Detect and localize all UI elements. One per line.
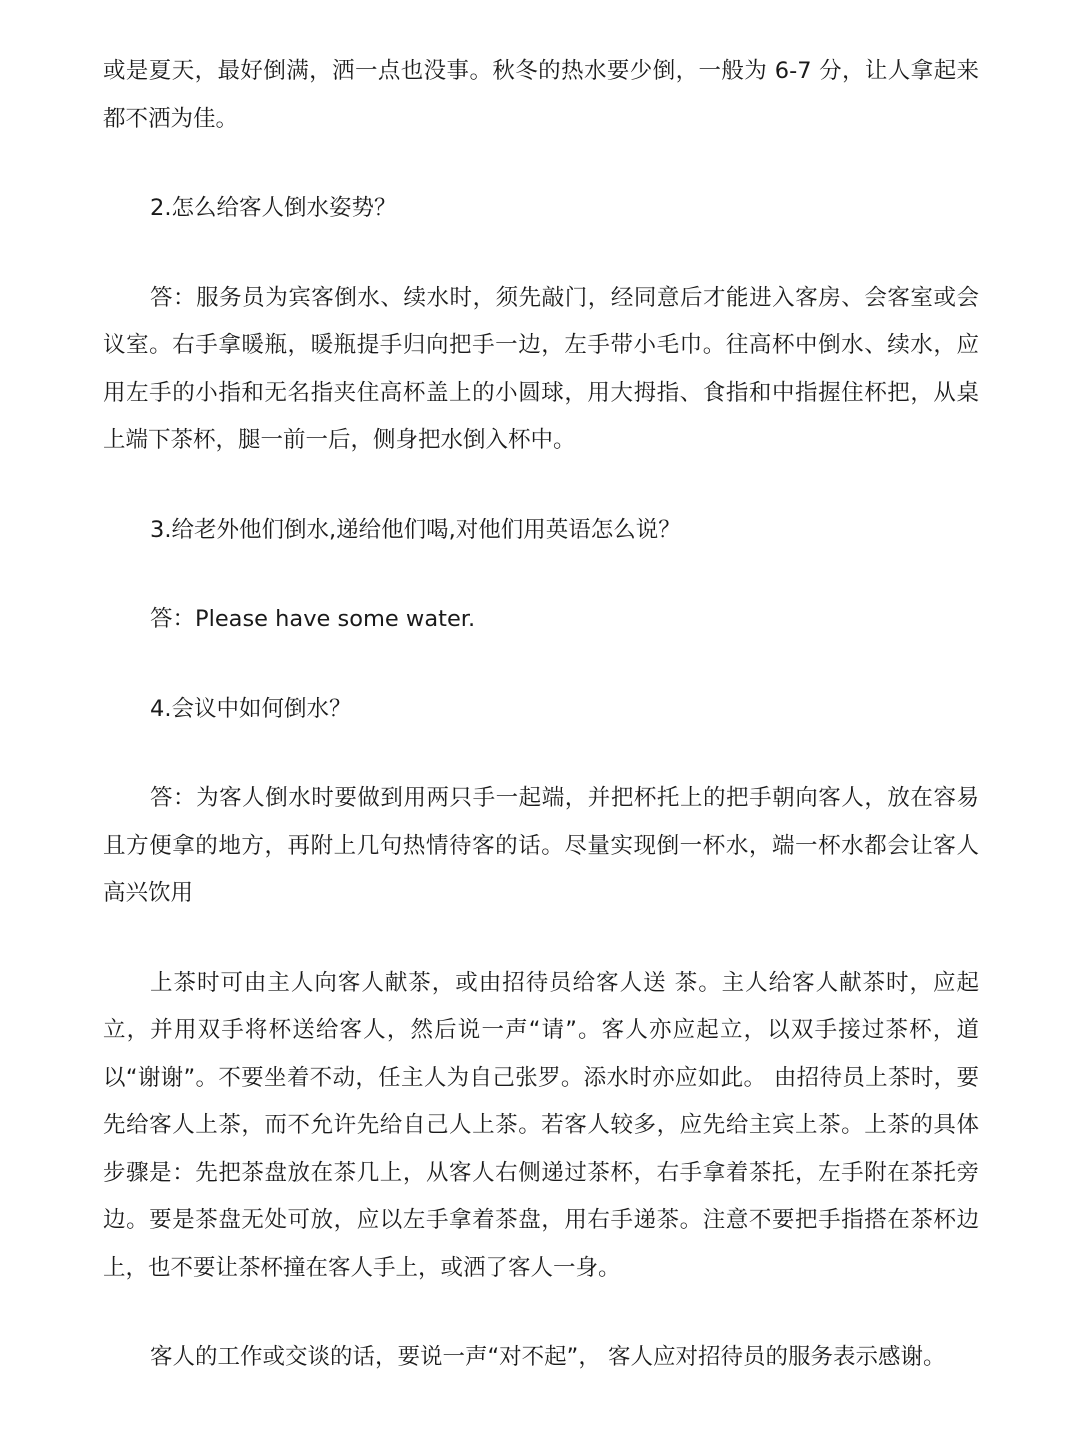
paragraph-serving-tea: 上茶时可由主人向客人献茶，或由招待员给客人送 茶。主人给客人献茶时，应起立，并用双手将杯送给客人，然后说一声“请”。客人亦应起立，以双手接过茶杯，道以“谢谢”。不要坐着不动，任主人为自己张罗。添水时亦应如此。 由招待员上茶时，要先给客人上茶，而不允许先给自己人上茶。若客人较多，应先给主宾上茶。上茶的具体步骤是：先把茶盘放在茶几上，从客人右侧递过茶杯，右手拿着茶托，左手附在茶托旁边。要是茶盘无处可放，应以左手拿着茶盘，用右手递茶。注意不要把手指搭在茶杯边上，也不要让茶杯撞在客人手上，或洒了客人一身。 [103,969,979,1281]
answer-3: 答：Please have some water. [150,606,476,632]
paragraph-apology: 客人的工作或交谈的话，要说一声“对不起”， 客人应对招待员的服务表示感谢。 [150,1344,946,1370]
question-2: 2.怎么给客人倒水姿势？ [150,195,397,221]
answer-2: 答：服务员为宾客倒水、续水时，须先敲门，经同意后才能进入客房、会客室或会议室。右手拿暖瓶，暖瓶提手归向把手一边，左手带小毛巾。往高杯中倒水、续水，应用左手的小指和无名指夹住高杯盖上的小圆球，用大拇指、食指和中指握住杯把，从桌上端下茶杯，腿一前一后，侧身把水倒入杯中。 [103,284,979,453]
question-4: 4.会议中如何倒水？ [150,695,352,722]
question-3: 3.给老外他们倒水,递给他们喝,对他们用英语怎么说？ [150,516,681,543]
document-page [103,48,979,1382]
paragraph-continuation: 或是夏天，最好倒满，洒一点也没事。秋冬的热水要少倒，一般为 6-7 分，让人拿起来都不洒为佳。 [103,58,979,132]
answer-4: 答：为客人倒水时要做到用两只手一起端，并把杯托上的把手朝向客人，放在容易且方便拿的地方，再附上几句热情待客的话。尽量实现倒一杯水，端一杯水都会让客人高兴饮用 [103,785,979,906]
